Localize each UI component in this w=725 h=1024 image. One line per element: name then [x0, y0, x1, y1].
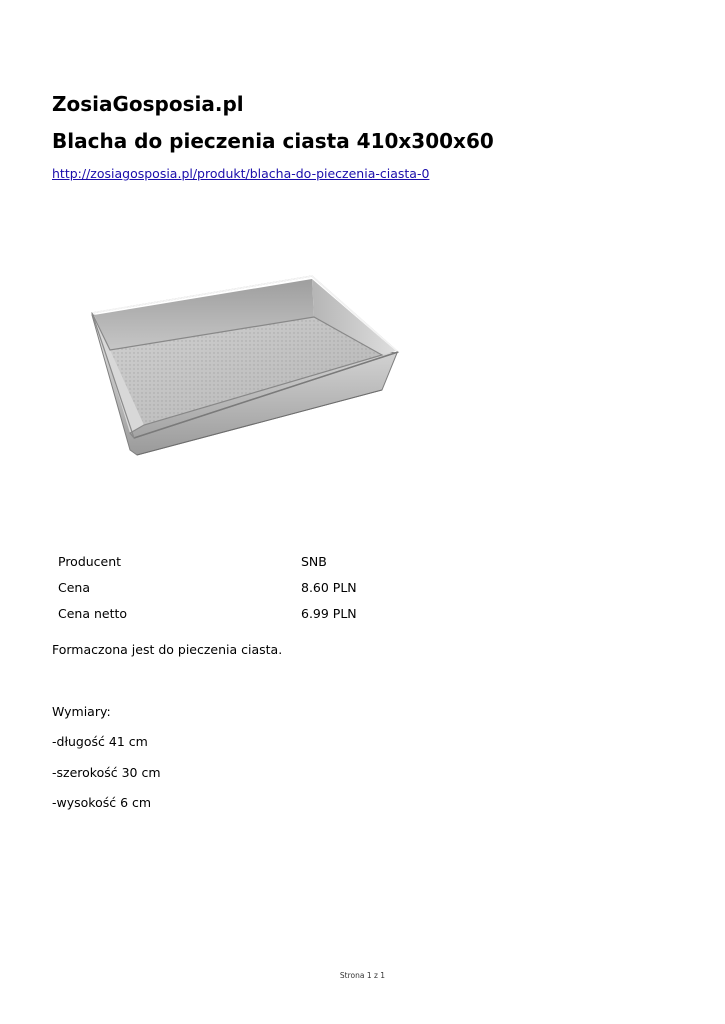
product-title: Blacha do pieczenia ciasta 410x300x60	[52, 129, 494, 153]
product-description: Formaczona jest do pieczenia ciasta.	[52, 642, 283, 657]
dimension-height: -wysokość 6 cm	[52, 795, 152, 810]
spec-row-price	[52, 574, 357, 600]
spec-value: SNB	[301, 553, 327, 569]
product-link[interactable]: http://zosiagosposia.pl/produkt/blacha-do-pieczenia-ciasta-0	[52, 166, 430, 181]
spec-value: 8.60 PLN	[301, 579, 357, 595]
dimensions-heading: Wymiary:	[52, 704, 111, 719]
page-number: Strona 1 z 1	[339, 971, 386, 980]
spec-label: Cena	[58, 579, 91, 595]
baking-tray-image	[52, 255, 412, 465]
spec-value: 6.99 PLN	[301, 605, 357, 621]
dimension-width: -szerokość 30 cm	[52, 765, 161, 780]
spec-row-net-price	[52, 600, 357, 626]
dimension-length: -długość 41 cm	[52, 734, 148, 749]
product-specs-table	[52, 548, 357, 626]
site-title: ZosiaGosposia.pl	[52, 92, 244, 116]
spec-label: Cena netto	[58, 605, 128, 621]
spec-row-producer	[52, 548, 357, 574]
spec-label: Producent	[58, 553, 122, 569]
